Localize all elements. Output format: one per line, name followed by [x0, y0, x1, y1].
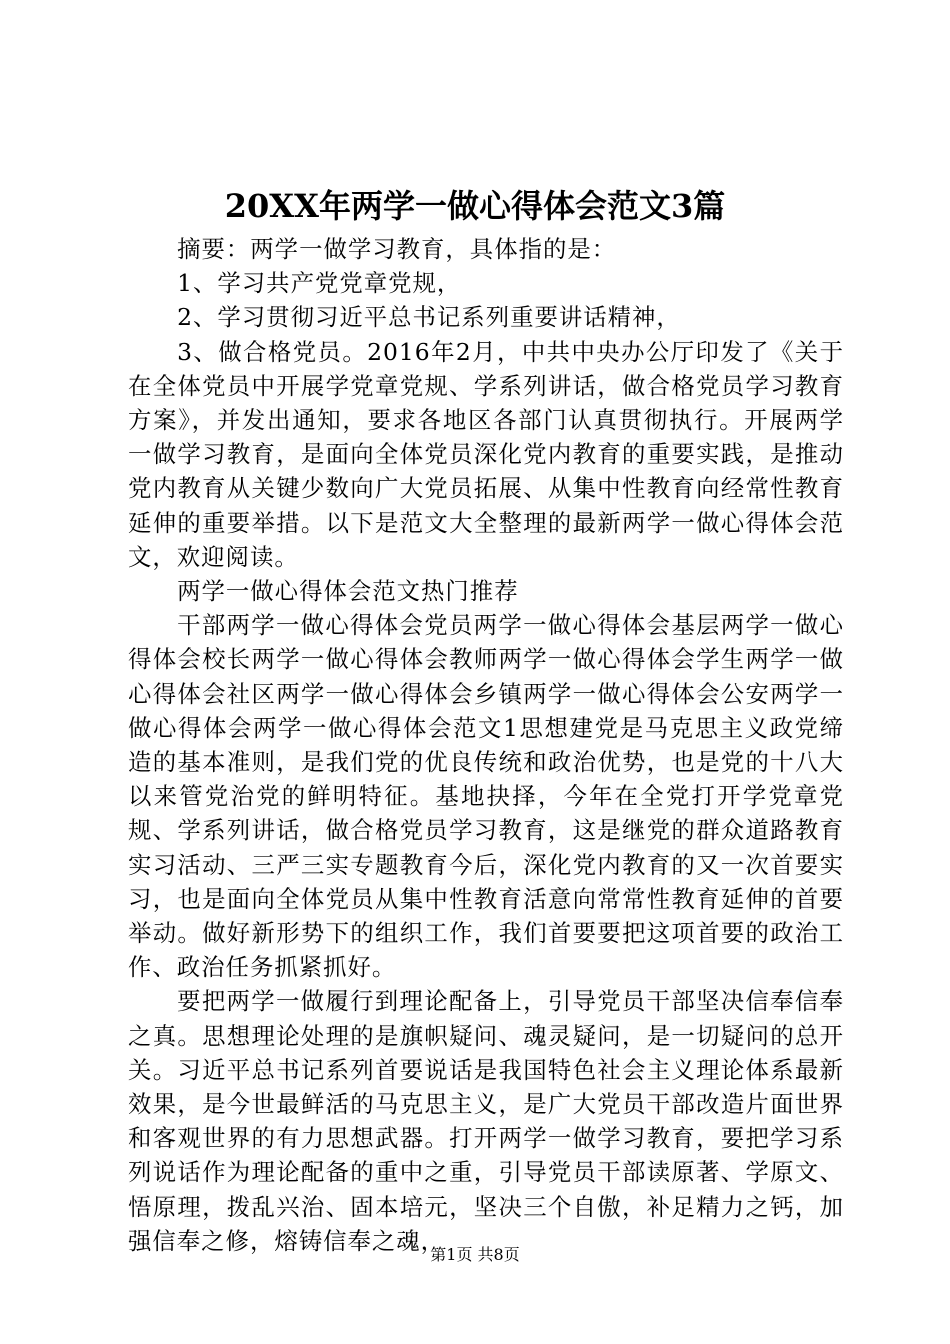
paragraph-abstract: 摘要：两学一做学习教育，具体指的是： — [177, 235, 617, 263]
page-footer: 第1页 共8页 — [430, 1245, 520, 1264]
paragraph-item-1: 1、学习共产党党章党规， — [177, 269, 462, 298]
paragraph-recommend-list: 干部两学一做心得体会党员两学一做心得体会基层两学一做心得体会校长两学一做心得体会教师两学一做心得体会学生两学一做心得体会社区两学一做心得体会乡镇两学一做心得体会公安两学一做心得体会两学一做心得体会范文1思想建党是马克思主义政党缔造的基本准则，是我们党的优良传统和政治优势，也是党的十八大以来管党治党的鲜明特征。基地抉择，今年在全党打开学党章党规、学系列讲话，做合格党员学习教育，这是继党的群众道路教育实习活动、三严三实专题教育今后，深化党内教育的又一次首要实习，也是面向全体党员从集中性教育活意向常常性教育延伸的首要举动。做好新形势下的组织工作，我们首要要把这项首要的政治工作、政治任务抓紧抓好。 — [128, 611, 844, 982]
paragraph-item-2: 2、学习贯彻习近平总书记系列重要讲话精神， — [177, 303, 681, 332]
paragraph-item-3: 3、做合格党员。2016年2月，中共中央办公厅印发了《关于在全体党员中开展学党章党规、学系列讲话，做合格党员学习教育方案》，并发出通知，要求各地区各部门认真贯彻执行。开展两学一做学习教育，是面向全体党员深化党内教育的重要实践，是推动党内教育从关键少数向广大党员拓展、从集中性教育向经常性教育延伸的重要举措。以下是范文大全整理的最新两学一做心得体会范文，欢迎阅读。 — [128, 337, 844, 571]
paragraph-recommend-heading: 两学一做心得体会范文热门推荐 — [177, 577, 519, 606]
paragraph-theory: 要把两学一做履行到理论配备上，引导党员干部坚决信奉信奉之真。思想理论处理的是旗帜疑问、魂灵疑问，是一切疑问的总开关。习近平总书记系列首要说话是我国特色社会主义理论体系最新效果，是今世最鲜活的马克思主义，是广大党员干部改造片面世界和客观世界的有力思想武器。打开两学一做学习教育，要把学习系列说话作为理论配备的重中之重，引导党员干部读原著、学原文、悟原理，拨乱兴治、固本培元，坚决三个自傲，补足精力之钙，加强信奉之修，熔铸信奉之魂， — [128, 987, 844, 1255]
document-title: 20XX年两学一做心得体会范文3篇 — [224, 187, 726, 225]
document-body — [128, 232, 844, 1258]
